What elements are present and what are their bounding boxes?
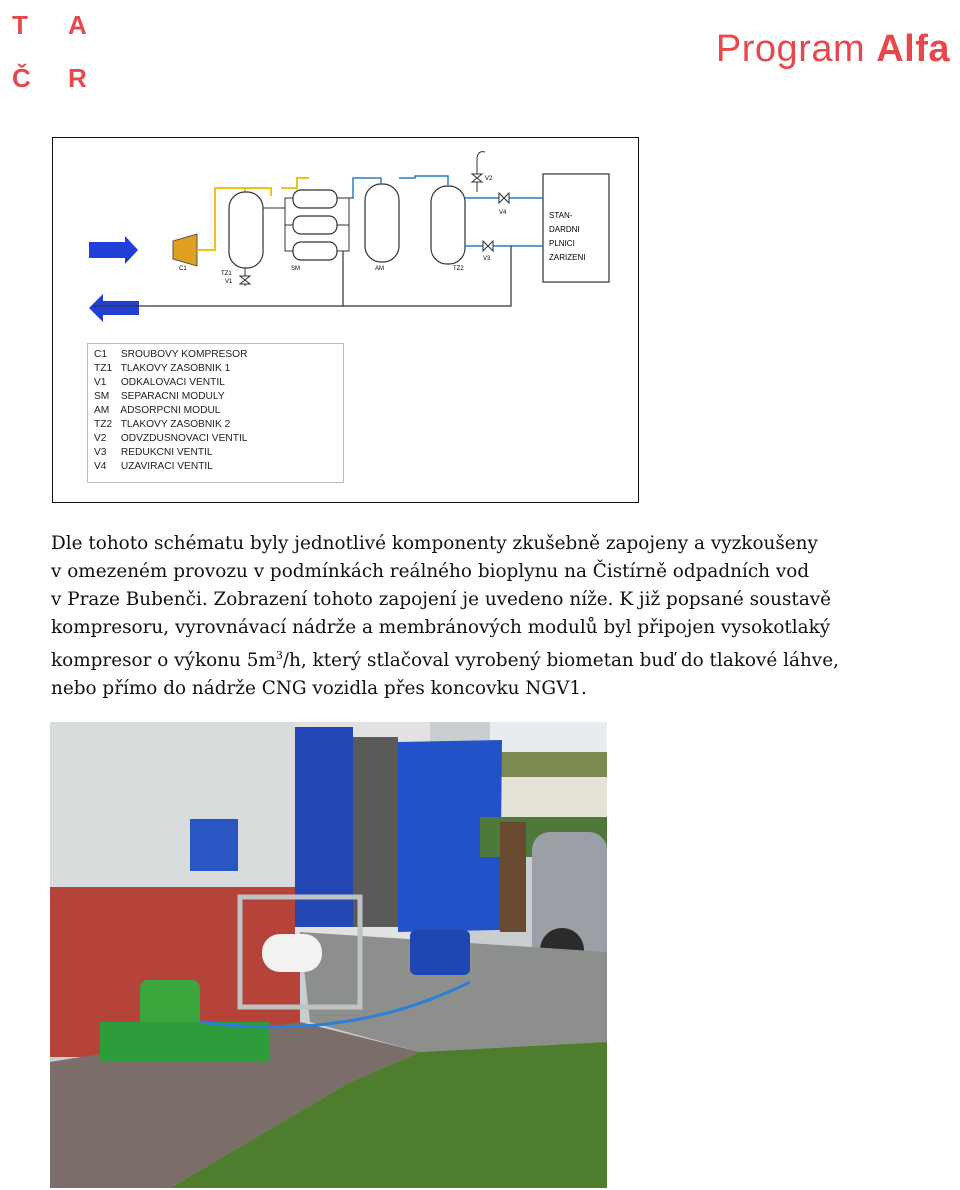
- tacr-letter-c: Č: [12, 63, 31, 93]
- tacr-logo: [8, 8, 98, 98]
- inlet-arrow: [89, 236, 138, 264]
- label-tz2: TZ2: [453, 266, 464, 272]
- paragraph-line: kompresoru, vyrovnávací nádrže a membránových modulů byl připojen vysokotlaký: [51, 617, 831, 638]
- valve-v1: [240, 276, 250, 284]
- paragraph-line: kompresor o výkonu $5m^3/h$, který stlačoval vyrobený biometan buď do tlakové láhve,: [51, 649, 839, 672]
- label-v1: V1: [225, 279, 233, 285]
- legend-row: V1 ODKALOVACI VENTIL: [94, 377, 225, 388]
- tacr-letter-a: A: [68, 10, 87, 40]
- paragraph-line: v omezeném provozu v podmínkách reálného bioplynu na Čistírně odpadních vod: [51, 561, 810, 582]
- process-schema: [52, 137, 639, 503]
- tank: [262, 934, 322, 972]
- valve-v4: [499, 193, 509, 203]
- station-line-2: DARDNI: [549, 225, 580, 234]
- label-v3: V3: [483, 256, 491, 262]
- person: [500, 822, 526, 932]
- blue-panel: [190, 819, 238, 871]
- green-cart: [100, 1022, 270, 1062]
- building-far: [500, 777, 607, 822]
- legend-row: AM ADSORPCNI MODUL: [94, 405, 221, 416]
- legend-row: TZ1 TLAKOVY ZASOBNIK 1: [94, 363, 231, 374]
- outlet-arrow: [89, 294, 139, 322]
- vessel-am: [365, 184, 399, 262]
- brand-alfa: Alfa: [876, 28, 950, 70]
- label-am: AM: [375, 266, 384, 272]
- compressor-c1: [173, 234, 197, 266]
- label-tz1: TZ1: [221, 271, 232, 277]
- legend-row: V4 UZAVIRACI VENTIL: [94, 461, 213, 472]
- tacr-letter-t: T: [12, 10, 28, 40]
- station-line-4: ZARIZENI: [549, 253, 586, 262]
- green-compressor: [140, 980, 200, 1028]
- schema-legend: [87, 343, 344, 483]
- module-sm-1: [293, 190, 337, 208]
- legend-row: TZ2 TLAKOVY ZASOBNIK 2: [94, 419, 231, 430]
- legend-row: C1 SROUBOVY KOMPRESOR: [94, 349, 248, 360]
- label-v2: V2: [485, 176, 493, 182]
- vessel-tz1: [229, 192, 263, 268]
- brand-program: Program: [715, 28, 866, 70]
- body-paragraph: [51, 530, 931, 703]
- label-c1: C1: [179, 266, 187, 272]
- installation-photo: [50, 722, 607, 1188]
- vessel-tz2: [431, 186, 465, 264]
- photo-drawing: [50, 722, 607, 1188]
- tacr-letter-r: R: [68, 63, 87, 93]
- module-sm-3: [293, 242, 337, 260]
- paragraph-line: v Praze Bubenči. Zobrazení tohoto zapojení je uvedeno níže. K již popsané soustavě: [51, 589, 832, 610]
- label-sm: SM: [291, 266, 300, 272]
- legend-row: V2 ODVZDUSNOVACI VENTIL: [94, 433, 248, 444]
- legend-row: SM SEPARACNI MODULY: [94, 391, 225, 402]
- module-sm-2: [293, 216, 337, 234]
- valve-v3: [483, 241, 493, 251]
- legend-row: V3 REDUKCNI VENTIL: [94, 447, 213, 458]
- paragraph-line: Dle tohoto schématu byly jednotlivé komponenty zkušebně zapojeny a vyzkoušeny: [51, 533, 818, 554]
- blue-hp-compressor: [410, 930, 470, 975]
- station-line-3: PLNICI: [549, 239, 575, 248]
- station-line-1: STAN-: [549, 211, 573, 220]
- valve-v2: [472, 174, 482, 182]
- program-alfa-logo: [716, 28, 950, 71]
- paragraph-line: nebo přímo do nádrže CNG vozidla přes koncovku NGV1.: [51, 678, 587, 700]
- label-v4: V4: [499, 210, 507, 216]
